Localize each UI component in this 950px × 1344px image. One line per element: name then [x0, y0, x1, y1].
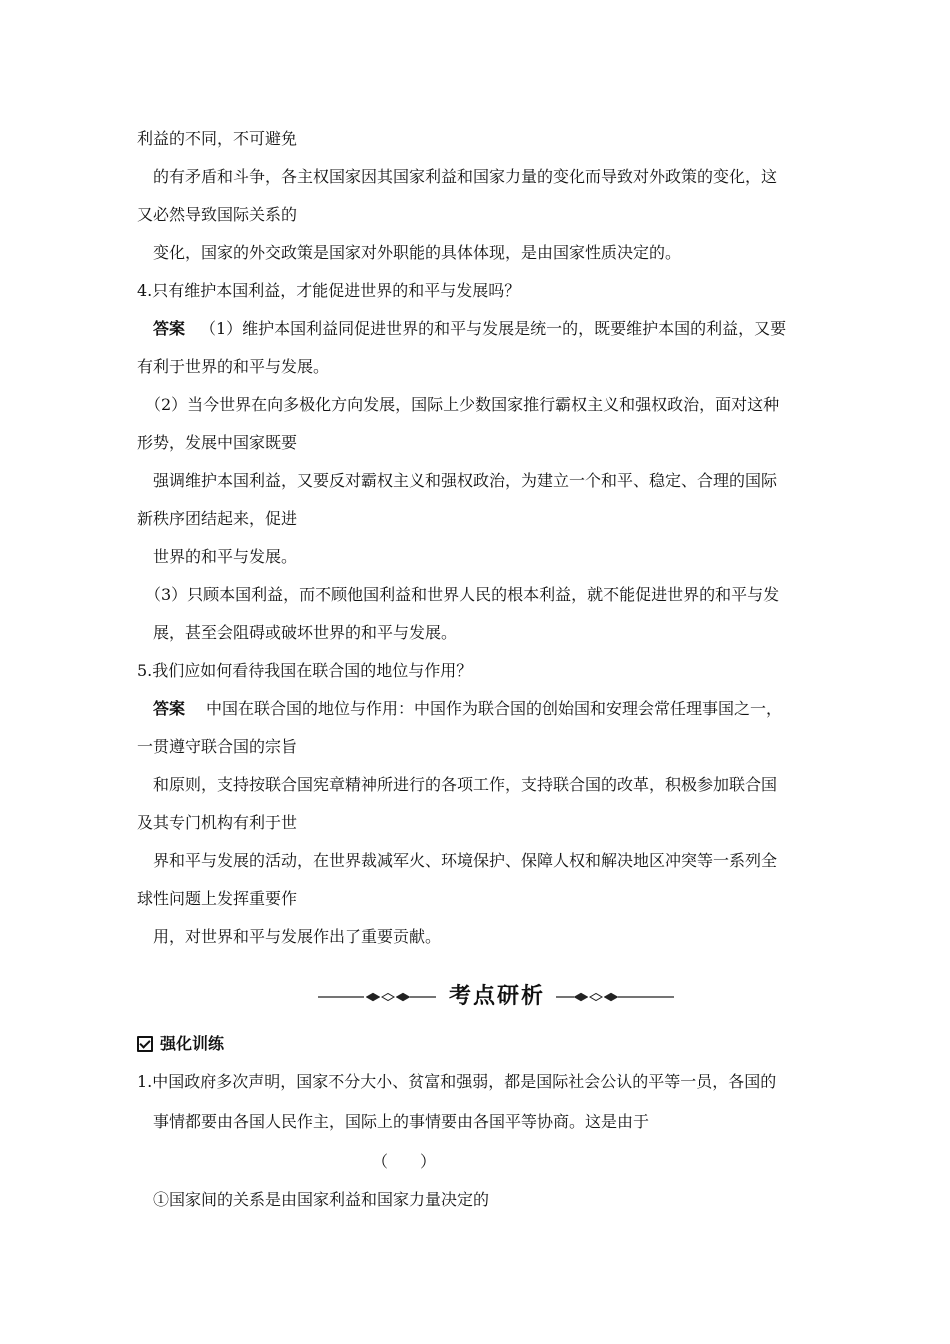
- answer-text: （3）只顾本国利益，而不顾他国利益和世界人民的根本利益，就不能促进世界的和平与发: [145, 585, 780, 604]
- text-line: 的有矛盾和斗争，各主权国家因其国家利益和国家力量的变化而导致对外政策的变化，这: [153, 167, 778, 186]
- question-5: 5.我们应如何看待我国在联合国的地位与作用？: [137, 661, 473, 680]
- subsection-title: 强化训练: [160, 1034, 225, 1053]
- answer-label: 答案: [153, 319, 186, 338]
- answer-text: 形势，发展中国家既要: [137, 433, 298, 452]
- answer-text: 和原则，支持按联合国宪章精神所进行的各项工作，支持联合国的改革，积极参加联合国: [153, 775, 778, 794]
- option-1: ①国家间的关系是由国家利益和国家力量决定的: [153, 1190, 490, 1209]
- answer-text: 界和平与发展的活动，在世界裁减军火、环境保护、保障人权和解决地区冲突等一系列全: [153, 851, 778, 870]
- answer-text: 中国在联合国的地位与作用：中国作为联合国的创始国和安理会常任理事国之一，: [206, 699, 783, 718]
- text-line: 利益的不同，不可避免: [137, 129, 298, 148]
- answer-text: 新秩序团结起来，促进: [137, 509, 298, 528]
- text-line: 变化，国家的外交政策是国家对外职能的具体体现，是由国家性质决定的。: [153, 243, 682, 262]
- exercise-1: 1.中国政府多次声明，国家不分大小、贫富和强弱，都是国际社会公认的平等一员，各国的: [137, 1072, 777, 1091]
- answer-text: 用，对世界和平与发展作出了重要贡献。: [153, 927, 442, 946]
- answer-blank: （ ）: [372, 1152, 437, 1171]
- answer-text: （1）维护本国利益同促进世界的和平与发展是统一的，既要维护本国的利益，又要: [200, 319, 787, 338]
- answer-text: 及其专门机构有利于世: [137, 813, 298, 832]
- answer-text: 一贯遵守联合国的宗旨: [137, 737, 298, 756]
- checked-box-icon: [137, 1036, 153, 1052]
- answer-text: 展，甚至会阻碍或破坏世界的和平与发展。: [153, 623, 458, 642]
- exercise-1-text: 事情都要由各国人民作主，国际上的事情要由各国平等协商。这是由于: [153, 1112, 650, 1131]
- answer-text: 有利于世界的和平与发展。: [137, 357, 330, 376]
- text-line: 又必然导致国际关系的: [137, 205, 298, 224]
- section-title: 考点研析: [448, 984, 545, 1009]
- answer-text: （2）当今世界在向多极化方向发展，国际上少数国家推行霸权主义和强权政治，面对这种: [145, 395, 780, 414]
- answer-label: 答案: [153, 699, 186, 718]
- answer-text: 球性问题上发挥重要作: [137, 889, 298, 908]
- answer-text: 强调维护本国利益，又要反对霸权主义和强权政治，为建立一个和平、稳定、合理的国际: [153, 471, 778, 490]
- question-4: 4.只有维护本国利益，才能促进世界的和平与发展吗？: [137, 281, 521, 300]
- answer-text: 世界的和平与发展。: [153, 547, 298, 566]
